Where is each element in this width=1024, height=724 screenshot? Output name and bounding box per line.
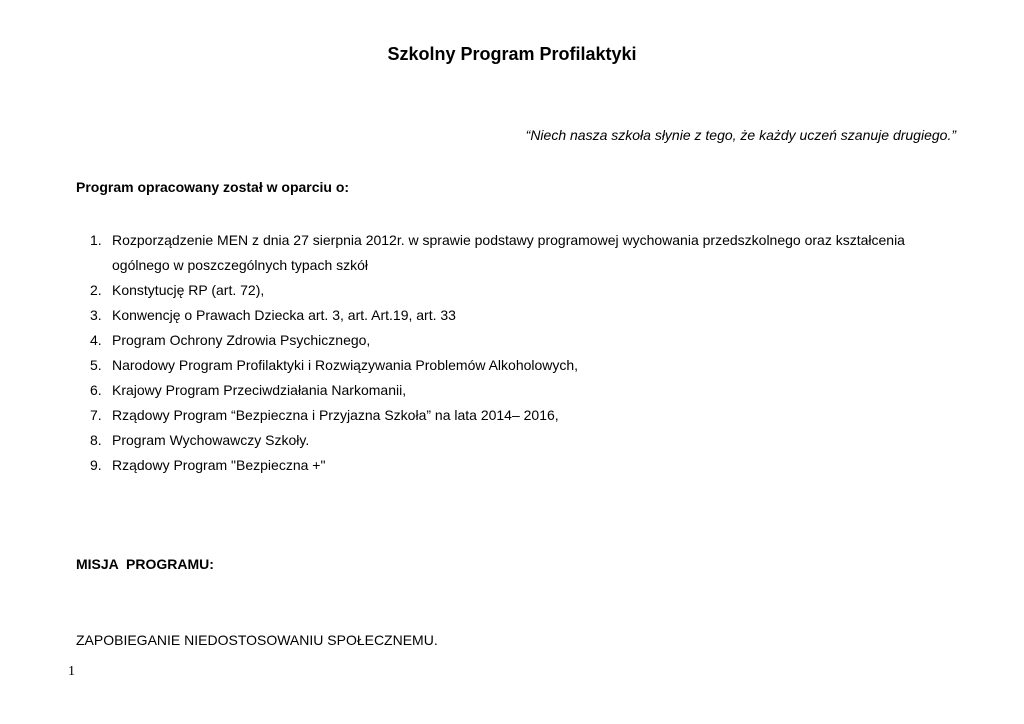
list-item-number: 6. [90,382,102,398]
list-item [76,378,956,403]
source-list [76,228,956,478]
list-item-text: Konwencję o Prawach Dziecka art. 3, art. Art.19, art. 33 [112,307,456,323]
list-item-number: 9. [90,457,102,473]
list-item-number: 7. [90,407,102,423]
list-item-text: Rządowy Program “Bezpieczna i Przyjazna Szkoła” na lata 2014– 2016, [112,407,559,423]
list-item [76,353,956,378]
list-item-number: 4. [90,332,102,348]
list-item-number: 5. [90,357,102,373]
list-item-text: Krajowy Program Przeciwdziałania Narkomanii, [112,382,407,398]
intro-heading: Program opracowany został w oparciu o: [76,179,350,195]
list-item [76,453,956,478]
list-item-number: 3. [90,307,102,323]
list-item-number: 2. [90,282,102,298]
mission-heading: MISJA PROGRAMU: [76,556,214,572]
list-item [76,403,956,428]
list-item-text: Narodowy Program Profilaktyki i Rozwiązywania Problemów Alkoholowych, [112,357,579,373]
page-title: Szkolny Program Profilaktyki [387,44,637,64]
list-item [76,278,956,303]
list-item-text: Konstytucję RP (art. 72), [112,282,265,298]
list-item-number: 8. [90,432,102,448]
list-item [76,303,956,328]
list-item [76,428,956,453]
mission-text: ZAPOBIEGANIE NIEDOSTOSOWANIU SPOŁECZNEMU. [76,632,438,648]
list-item-number: 1. [90,232,102,248]
list-item-text: Rozporządzenie MEN z dnia 27 sierpnia 2012r. w sprawie podstawy programowej wychowania przedszkolnego oraz kształcenia ogólnego w poszczególnych typach szkół [112,232,905,273]
list-item-text: Program Ochrony Zdrowia Psychicznego, [112,332,371,348]
list-item-text: Rządowy Program "Bezpieczna +" [112,457,326,473]
list-item [76,228,956,278]
motto-quote: “Niech nasza szkoła słynie z tego, że każdy uczeń szanuje drugiego.” [525,127,956,143]
page-number: 1 [68,664,75,679]
list-item [76,328,956,353]
list-item-text: Program Wychowawczy Szkoły. [112,432,310,448]
